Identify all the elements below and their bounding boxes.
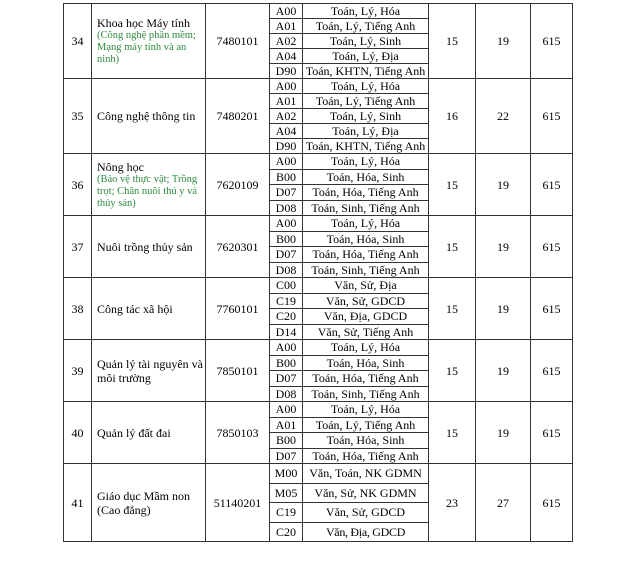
program-name: Khoa học Máy tính: [97, 16, 190, 30]
value-col-3: 615: [531, 464, 573, 542]
subject-combination: Toán, Hóa, Tiếng Anh: [303, 448, 429, 464]
program-code: 7760101: [206, 278, 270, 340]
subject-combination: Toán, Hóa, Tiếng Anh: [303, 371, 429, 387]
block-code: B00: [270, 231, 303, 247]
block-code: A04: [270, 49, 303, 64]
block-code: A01: [270, 19, 303, 34]
value-col-1: 15: [429, 216, 476, 278]
program-code: 7620109: [206, 154, 270, 216]
program-name: Công nghệ thông tin: [97, 109, 196, 123]
program-code: 7850101: [206, 340, 270, 402]
subject-combination: Văn, Sử, Địa: [303, 278, 429, 294]
block-code: D08: [270, 200, 303, 216]
subject-combination: Toán, Lý, Hóa: [303, 340, 429, 356]
block-code: A00: [270, 4, 303, 19]
admission-table: [63, 3, 573, 542]
value-col-3: 615: [531, 4, 573, 79]
subject-combination: Toán, Lý, Hóa: [303, 154, 429, 170]
subject-combination: Toán, Lý, Địa: [303, 124, 429, 139]
table-row: [64, 4, 573, 19]
program-name: Quản lý tài nguyên và môi trường: [97, 356, 203, 385]
program-code: 7480201: [206, 79, 270, 154]
value-col-3: 615: [531, 216, 573, 278]
block-code: C00: [270, 278, 303, 294]
program-code: 7850103: [206, 402, 270, 464]
table-row: [64, 402, 573, 418]
block-code: C19: [270, 503, 303, 523]
value-col-3: 615: [531, 402, 573, 464]
value-col-3: 615: [531, 340, 573, 402]
table-row: [64, 278, 573, 294]
program-name-cell: [92, 402, 206, 464]
subject-combination: Toán, Hóa, Tiếng Anh: [303, 247, 429, 263]
block-code: D14: [270, 324, 303, 340]
value-col-2: 27: [476, 464, 531, 542]
block-code: A00: [270, 402, 303, 418]
subject-combination: Toán, KHTN, Tiếng Anh: [303, 139, 429, 154]
block-code: A02: [270, 109, 303, 124]
subject-combination: Văn, Sử, GDCD: [303, 503, 429, 523]
subject-combination: Toán, Hóa, Sinh: [303, 355, 429, 371]
program-name-cell: [92, 154, 206, 216]
value-col-2: 19: [476, 4, 531, 79]
row-number: 39: [64, 340, 92, 402]
subject-combination: Toán, Lý, Sinh: [303, 109, 429, 124]
row-number: 36: [64, 154, 92, 216]
subject-combination: Toán, Hóa, Sinh: [303, 169, 429, 185]
row-number: 40: [64, 402, 92, 464]
subject-combination: Toán, Lý, Tiếng Anh: [303, 19, 429, 34]
program-note: (Công nghệ phần mềm; Mạng máy tính và an ninh): [97, 30, 196, 65]
table-row: [64, 154, 573, 170]
program-name-cell: [92, 79, 206, 154]
block-code: D90: [270, 64, 303, 79]
value-col-1: 16: [429, 79, 476, 154]
value-col-2: 19: [476, 340, 531, 402]
subject-combination: Toán, Hóa, Sinh: [303, 231, 429, 247]
block-code: C19: [270, 293, 303, 309]
row-number: 34: [64, 4, 92, 79]
block-code: M05: [270, 483, 303, 503]
table-row: [64, 216, 573, 232]
subject-combination: Văn, Sử, NK GDMN: [303, 483, 429, 503]
subject-combination: Toán, Lý, Hóa: [303, 402, 429, 418]
subject-combination: Văn, Sử, Tiếng Anh: [303, 324, 429, 340]
value-col-2: 19: [476, 402, 531, 464]
subject-combination: Văn, Địa, GDCD: [303, 522, 429, 542]
subject-combination: Văn, Sử, GDCD: [303, 293, 429, 309]
value-col-2: 19: [476, 278, 531, 340]
subject-combination: Toán, Lý, Hóa: [303, 79, 429, 94]
subject-combination: Toán, Lý, Hóa: [303, 216, 429, 232]
table-row: [64, 464, 573, 484]
table-row: [64, 340, 573, 356]
block-code: M00: [270, 464, 303, 484]
table-row: [64, 79, 573, 94]
block-code: A04: [270, 124, 303, 139]
row-number: 41: [64, 464, 92, 542]
subject-combination: Toán, Hóa, Tiếng Anh: [303, 185, 429, 201]
program-code: 7480101: [206, 4, 270, 79]
program-name: Giáo dục Mầm non (Cao đẳng): [97, 488, 190, 517]
block-code: A00: [270, 79, 303, 94]
value-col-2: 19: [476, 154, 531, 216]
subject-combination: Toán, KHTN, Tiếng Anh: [303, 64, 429, 79]
subject-combination: Toán, Sinh, Tiếng Anh: [303, 386, 429, 402]
subject-combination: Toán, Sinh, Tiếng Anh: [303, 200, 429, 216]
block-code: A00: [270, 340, 303, 356]
block-code: D08: [270, 386, 303, 402]
value-col-1: 15: [429, 4, 476, 79]
value-col-1: 15: [429, 402, 476, 464]
value-col-1: 15: [429, 340, 476, 402]
program-note: (Bảo vệ thực vật; Trồng trọt; Chăn nuôi thú y và thủy sản): [97, 173, 198, 209]
block-code: B00: [270, 355, 303, 371]
program-name: Nuôi trồng thủy sản: [97, 239, 193, 254]
value-col-3: 615: [531, 79, 573, 154]
block-code: A02: [270, 34, 303, 49]
value-col-1: 15: [429, 278, 476, 340]
subject-combination: Toán, Lý, Tiếng Anh: [303, 94, 429, 109]
value-col-1: 15: [429, 154, 476, 216]
program-name: Quản lý đất đai: [97, 425, 171, 440]
program-code: 7620301: [206, 216, 270, 278]
block-code: D07: [270, 448, 303, 464]
value-col-2: 22: [476, 79, 531, 154]
block-code: A01: [270, 94, 303, 109]
block-code: D90: [270, 139, 303, 154]
value-col-2: 19: [476, 216, 531, 278]
program-name-cell: [92, 216, 206, 278]
subject-combination: Toán, Lý, Địa: [303, 49, 429, 64]
row-number: 37: [64, 216, 92, 278]
subject-combination: Toán, Lý, Tiếng Anh: [303, 417, 429, 433]
subject-combination: Toán, Lý, Hóa: [303, 4, 429, 19]
block-code: B00: [270, 169, 303, 185]
program-name-cell: [92, 4, 206, 79]
subject-combination: Văn, Địa, GDCD: [303, 309, 429, 325]
program-name: Công tác xã hội: [97, 301, 173, 316]
block-code: C20: [270, 522, 303, 542]
value-col-3: 615: [531, 278, 573, 340]
subject-combination: Toán, Lý, Sinh: [303, 34, 429, 49]
value-col-1: 23: [429, 464, 476, 542]
subject-combination: Văn, Toán, NK GDMN: [303, 464, 429, 484]
block-code: A00: [270, 216, 303, 232]
row-number: 35: [64, 79, 92, 154]
program-name: Nông học: [97, 159, 144, 174]
block-code: D07: [270, 247, 303, 263]
program-name-cell: [92, 278, 206, 340]
block-code: A01: [270, 417, 303, 433]
subject-combination: Toán, Sinh, Tiếng Anh: [303, 262, 429, 278]
value-col-3: 615: [531, 154, 573, 216]
program-code: 51140201: [206, 464, 270, 542]
program-name-cell: [92, 464, 206, 542]
block-code: D08: [270, 262, 303, 278]
row-number: 38: [64, 278, 92, 340]
block-code: A00: [270, 154, 303, 170]
block-code: D07: [270, 185, 303, 201]
program-name-cell: [92, 340, 206, 402]
block-code: C20: [270, 309, 303, 325]
subject-combination: Toán, Hóa, Sinh: [303, 433, 429, 449]
block-code: D07: [270, 371, 303, 387]
block-code: B00: [270, 433, 303, 449]
